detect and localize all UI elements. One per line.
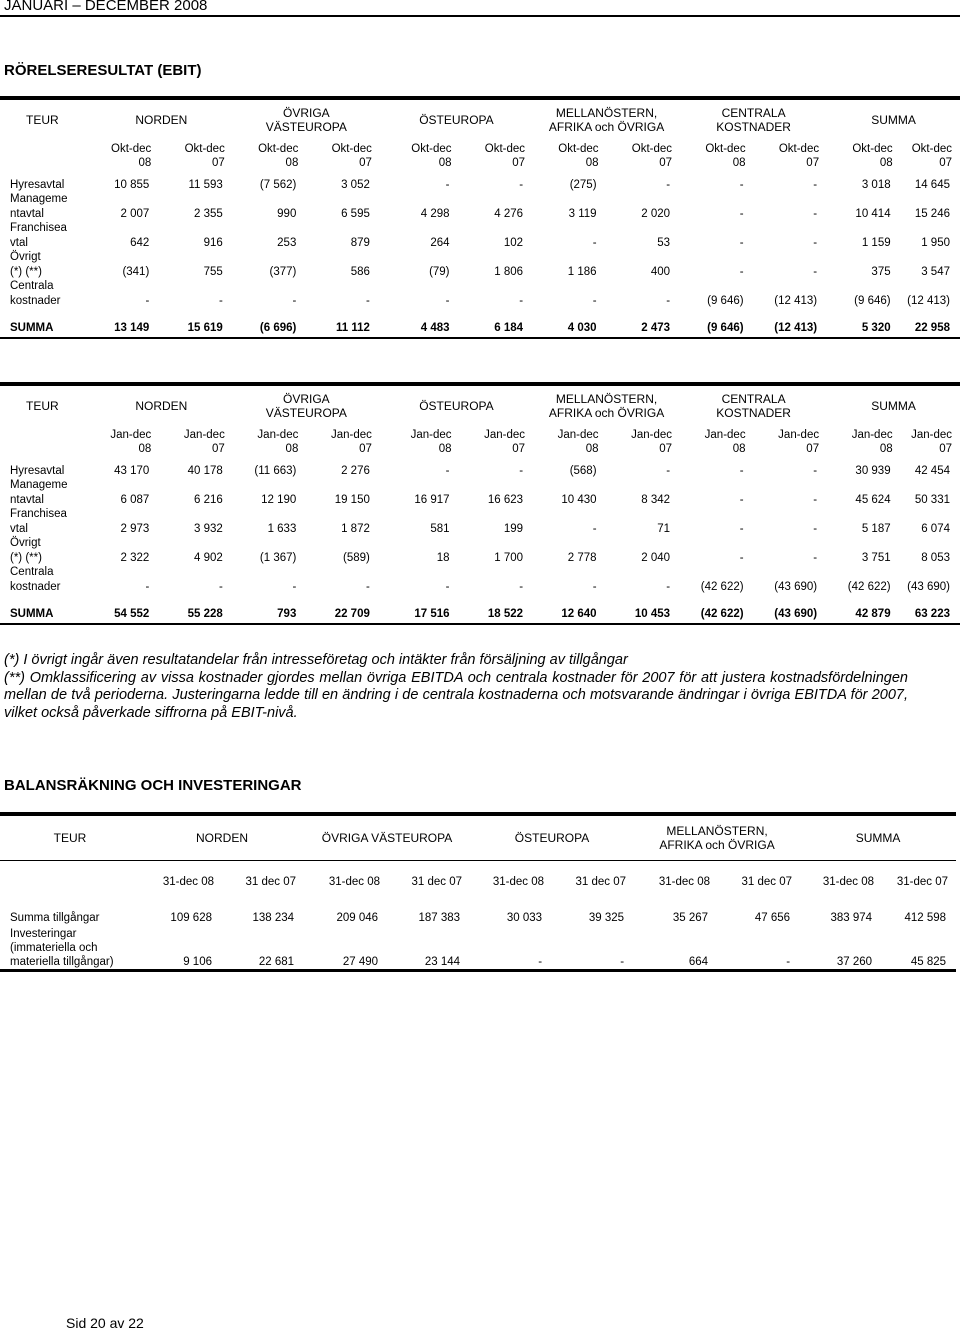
sum-value: 4 030 bbox=[533, 320, 607, 338]
sum-value: 2 473 bbox=[607, 320, 681, 338]
cell-value: 916 bbox=[203, 236, 223, 249]
col-group-header: ÖSTEUROPA bbox=[380, 98, 533, 140]
row-label: Summa tillgångar bbox=[10, 912, 100, 924]
cell-value: - bbox=[519, 580, 524, 593]
period-header: 31 dec 07 bbox=[741, 876, 793, 888]
cell-value: - bbox=[666, 464, 671, 477]
cell-value: 10 855 bbox=[114, 178, 150, 191]
cell-value: 2 973 bbox=[120, 522, 150, 535]
cell-value: - bbox=[813, 551, 818, 564]
cell-value: 2 322 bbox=[120, 551, 150, 564]
period-header: 31-dec 08 bbox=[492, 876, 545, 888]
cell-value: - bbox=[519, 294, 524, 307]
cell-value: - bbox=[666, 294, 671, 307]
cell-value: 23 144 bbox=[388, 925, 470, 971]
cell-value: 6 595 bbox=[341, 207, 370, 220]
cell-value: 375 bbox=[871, 265, 891, 278]
cell-value: 22 681 bbox=[222, 925, 304, 971]
cell-value: - bbox=[739, 493, 744, 506]
cell-value: 18 bbox=[436, 551, 450, 564]
period-header: 31-dec 08 bbox=[658, 876, 711, 888]
cell-value: 3 932 bbox=[194, 522, 223, 535]
cell-value: 2 276 bbox=[341, 464, 370, 477]
sum-value: (12 413) bbox=[754, 320, 828, 338]
cell-value: 1 950 bbox=[921, 236, 950, 249]
cell-value: (79) bbox=[429, 265, 450, 278]
row-label: Investeringar (immateriella och materiella tillgångar) bbox=[0, 925, 140, 971]
period-header: Jan-dec 08 bbox=[557, 429, 599, 455]
period-header: Okt-dec 08 bbox=[411, 143, 452, 169]
cell-value: 2 355 bbox=[194, 207, 223, 220]
period-header: Jan-dec 08 bbox=[851, 429, 893, 455]
cell-value: 102 bbox=[503, 236, 524, 249]
sum-value: 18 522 bbox=[460, 606, 534, 624]
cell-value: - bbox=[592, 294, 597, 307]
sum-value: 12 640 bbox=[533, 606, 607, 624]
table-row bbox=[0, 925, 956, 971]
cell-value: - bbox=[813, 178, 818, 191]
sum-row bbox=[0, 320, 960, 338]
cell-value: 8 342 bbox=[641, 493, 671, 506]
cell-value: (589) bbox=[343, 551, 370, 564]
sum-value: (6 696) bbox=[233, 320, 307, 338]
cell-value: 30 033 bbox=[506, 912, 543, 924]
cell-value: (7 562) bbox=[259, 178, 297, 191]
footnotes bbox=[4, 652, 908, 722]
sum-label: SUMMA bbox=[0, 320, 90, 338]
cell-value: - bbox=[666, 178, 671, 191]
sum-value: 5 320 bbox=[827, 320, 901, 338]
col-group-header: ÖVRIGA VÄSTEUROPA bbox=[233, 384, 380, 426]
col-group-header: SUMMA bbox=[827, 384, 960, 426]
cell-value: 264 bbox=[430, 236, 450, 249]
sum-value: 6 184 bbox=[460, 320, 534, 338]
period-header: Jan-dec 07 bbox=[183, 429, 225, 455]
sum-label: SUMMA bbox=[0, 606, 90, 624]
cell-value: (568) bbox=[569, 464, 597, 477]
cell-value: 6 087 bbox=[120, 493, 150, 506]
period-header: 31-dec 07 bbox=[896, 876, 949, 888]
cell-value: 412 598 bbox=[904, 912, 947, 924]
cell-value: 19 150 bbox=[334, 493, 370, 506]
cell-value: 1 700 bbox=[494, 551, 524, 564]
cell-value: - bbox=[218, 294, 223, 307]
col-group-header: ÖSTEUROPA bbox=[470, 814, 634, 861]
cell-value: 10 414 bbox=[855, 207, 891, 220]
cell-value: - bbox=[519, 464, 524, 477]
header-rule bbox=[0, 15, 960, 17]
period-header: 31 dec 07 bbox=[245, 876, 297, 888]
cell-value: 10 430 bbox=[561, 493, 597, 506]
cell-value: 16 623 bbox=[487, 493, 524, 506]
row-label: Övrigt (*) (**) bbox=[10, 537, 42, 564]
cell-value: - bbox=[445, 294, 450, 307]
col-group-header: MELLANÖSTERN, AFRIKA och ÖVRIGA bbox=[533, 98, 680, 140]
period-header: 31 dec 07 bbox=[575, 876, 627, 888]
period-header: Okt-dec 07 bbox=[484, 143, 526, 169]
row-label: Övrigt (*) (**) bbox=[10, 251, 42, 278]
footnote-1: (*) I övrigt ingår även resultatandelar från intresseföretag och intäkter från försäljning av tillgångar bbox=[4, 652, 628, 668]
cell-value: (42 622) bbox=[847, 580, 891, 593]
cell-value: - bbox=[813, 265, 818, 278]
cell-value: 990 bbox=[277, 207, 297, 220]
balance-table bbox=[0, 812, 956, 972]
period-header: Okt-dec 08 bbox=[558, 143, 599, 169]
table-row bbox=[0, 250, 960, 279]
cell-value: 383 974 bbox=[830, 912, 873, 924]
col-group-teur: TEUR bbox=[0, 384, 90, 426]
cell-value: - bbox=[218, 580, 223, 593]
row-label: Franchisea vtal bbox=[10, 222, 67, 249]
cell-value: 4 298 bbox=[420, 207, 450, 220]
period-header: Okt-dec 08 bbox=[111, 143, 152, 169]
cell-value: 9 106 bbox=[140, 925, 222, 971]
cell-value: - bbox=[292, 580, 297, 593]
sum-value: 13 149 bbox=[90, 320, 159, 338]
table-row bbox=[0, 507, 960, 536]
col-group-header: NORDEN bbox=[90, 384, 233, 426]
sum-value: 22 958 bbox=[901, 320, 960, 338]
table-row bbox=[0, 911, 956, 925]
cell-value: 50 331 bbox=[914, 493, 950, 506]
cell-value: 109 628 bbox=[170, 912, 212, 924]
period-header: Jan-dec 07 bbox=[631, 429, 673, 455]
col-group-teur: TEUR bbox=[0, 814, 140, 861]
cell-value: (42 622) bbox=[700, 580, 744, 593]
period-header: 31-dec 08 bbox=[328, 876, 381, 888]
col-group-header: ÖVRIGA VÄSTEUROPA bbox=[233, 98, 380, 140]
table-row bbox=[0, 478, 960, 507]
cell-value: (11 663) bbox=[254, 464, 297, 477]
cell-value: - bbox=[739, 464, 744, 477]
cell-value: 1 186 bbox=[567, 265, 597, 278]
cell-value: (12 413) bbox=[907, 294, 950, 307]
sum-value: (43 690) bbox=[754, 606, 828, 624]
cell-value: 2 007 bbox=[120, 207, 150, 220]
period-header: Jan-dec 07 bbox=[911, 429, 952, 455]
cell-value: 1 159 bbox=[861, 236, 891, 249]
sum-value: 22 709 bbox=[306, 606, 380, 624]
cell-value: - bbox=[145, 580, 150, 593]
cell-value: - bbox=[813, 236, 818, 249]
cell-value: 3 018 bbox=[861, 178, 891, 191]
cell-value: (275) bbox=[569, 178, 597, 191]
col-group-header: ÖSTEUROPA bbox=[380, 384, 533, 426]
cell-value: - bbox=[813, 522, 818, 535]
period-header: Okt-dec 07 bbox=[331, 143, 372, 169]
row-label: Manageme ntavtal bbox=[10, 479, 68, 506]
sum-value: 17 516 bbox=[380, 606, 460, 624]
cell-value: - bbox=[813, 493, 818, 506]
cell-value: 3 119 bbox=[568, 207, 597, 220]
period-header: 31-dec 08 bbox=[162, 876, 214, 888]
ebit-quarter-table bbox=[0, 96, 960, 339]
cell-value: 35 267 bbox=[672, 912, 709, 924]
cell-value: - bbox=[445, 580, 450, 593]
cell-value: 209 046 bbox=[336, 912, 379, 924]
cell-value: 16 917 bbox=[414, 493, 450, 506]
page-number: Sid 20 av 22 bbox=[66, 1315, 144, 1331]
table-row bbox=[0, 462, 960, 478]
period-header: Okt-dec 07 bbox=[631, 143, 673, 169]
cell-value: - bbox=[739, 265, 744, 278]
cell-value: 27 490 bbox=[304, 925, 388, 971]
cell-value: - bbox=[813, 464, 818, 477]
cell-value: - bbox=[366, 580, 370, 593]
cell-value: 879 bbox=[350, 236, 370, 249]
cell-value: 3 052 bbox=[341, 178, 370, 191]
period-header: Jan-dec 07 bbox=[484, 429, 526, 455]
cell-value: - bbox=[813, 207, 818, 220]
cell-value: - bbox=[592, 236, 597, 249]
cell-value: - bbox=[592, 580, 597, 593]
sum-value: (9 646) bbox=[680, 320, 754, 338]
col-group-header: CENTRALA KOSTNADER bbox=[680, 384, 827, 426]
cell-value: - bbox=[552, 925, 634, 971]
table-row bbox=[0, 221, 960, 250]
cell-value: 43 170 bbox=[114, 464, 150, 477]
sum-value: 10 453 bbox=[607, 606, 681, 624]
cell-value: 8 053 bbox=[921, 551, 950, 564]
sum-value: 15 619 bbox=[159, 320, 233, 338]
period-spacer bbox=[0, 140, 90, 176]
cell-value: (341) bbox=[122, 265, 150, 278]
period-header: 31-dec 08 bbox=[822, 876, 875, 888]
col-group-header: NORDEN bbox=[140, 814, 304, 861]
cell-value: 138 234 bbox=[252, 912, 295, 924]
cell-value: 6 074 bbox=[921, 522, 950, 535]
cell-value: 40 178 bbox=[187, 464, 223, 477]
cell-value: 1 872 bbox=[341, 522, 370, 535]
cell-value: (43 690) bbox=[907, 580, 950, 593]
period-header: Okt-dec 08 bbox=[258, 143, 299, 169]
cell-value: (377) bbox=[269, 265, 297, 278]
period-header: Jan-dec 08 bbox=[110, 429, 152, 455]
cell-value: 664 bbox=[634, 925, 718, 971]
cell-value: (12 413) bbox=[774, 294, 818, 307]
col-group-header: MELLANÖSTERN, AFRIKA och ÖVRIGA bbox=[634, 814, 800, 861]
table-row bbox=[0, 176, 960, 192]
sum-row bbox=[0, 606, 960, 624]
period-header: Okt-dec 07 bbox=[778, 143, 820, 169]
cell-value: - bbox=[739, 522, 744, 535]
cell-value: 199 bbox=[503, 522, 524, 535]
cell-value: 37 260 bbox=[800, 925, 882, 971]
cell-value: 45 624 bbox=[855, 493, 891, 506]
sum-value: 4 483 bbox=[380, 320, 460, 338]
sum-value: 793 bbox=[233, 606, 307, 624]
col-group-header: SUMMA bbox=[827, 98, 960, 140]
row-label: Hyresavtal bbox=[10, 464, 65, 477]
cell-value: 400 bbox=[650, 265, 671, 278]
col-group-header: ÖVRIGA VÄSTEUROPA bbox=[304, 814, 470, 861]
cell-value: (1 367) bbox=[259, 551, 297, 564]
sum-value: (42 622) bbox=[680, 606, 754, 624]
cell-value: 42 454 bbox=[914, 464, 950, 477]
cell-value: - bbox=[145, 294, 150, 307]
col-group-teur: TEUR bbox=[0, 98, 90, 140]
footnote-2: (**) Omklassificering av vissa kostnader gjordes mellan övriga EBITDA och centrala kostnader för 2007 för att justera kostnadsfördelningen mellan de två perioderna. Justeringarna ledde till en ändring i de centrala kostnaderna och motsvarande ändringar i övriga EBITDA för 2007, vilket också påverkade siffrorna på EBIT-nivå. bbox=[4, 669, 908, 721]
cell-value: 15 246 bbox=[914, 207, 950, 220]
cell-value: 642 bbox=[130, 236, 150, 249]
cell-value: 3 751 bbox=[861, 551, 891, 564]
cell-value: (43 690) bbox=[774, 580, 818, 593]
cell-value: 586 bbox=[350, 265, 370, 278]
sum-value: 63 223 bbox=[901, 606, 960, 624]
period-header: Jan-dec 08 bbox=[704, 429, 746, 455]
table-row bbox=[0, 536, 960, 565]
cell-value: 71 bbox=[657, 522, 671, 535]
cell-value: 581 bbox=[430, 522, 450, 535]
header-title: JANUARI – DECEMBER 2008 bbox=[4, 0, 208, 14]
cell-value: - bbox=[739, 207, 744, 220]
period-header: Jan-dec 07 bbox=[778, 429, 820, 455]
cell-value: 45 825 bbox=[882, 925, 956, 971]
period-header: Okt-dec 08 bbox=[705, 143, 746, 169]
cell-value: 1 633 bbox=[267, 522, 297, 535]
cell-value: (9 646) bbox=[854, 294, 891, 307]
cell-value: 187 383 bbox=[418, 912, 461, 924]
cell-value: - bbox=[470, 925, 552, 971]
page-header bbox=[0, 0, 960, 16]
period-header: Okt-dec 07 bbox=[911, 143, 952, 169]
cell-value: 253 bbox=[277, 236, 297, 249]
period-header: Jan-dec 08 bbox=[257, 429, 299, 455]
period-header: Jan-dec 08 bbox=[410, 429, 452, 455]
row-label: Centrala kostnader bbox=[10, 280, 61, 307]
cell-value: - bbox=[366, 294, 370, 307]
cell-value: 1 806 bbox=[494, 265, 524, 278]
cell-value: 6 216 bbox=[194, 493, 223, 506]
period-header: Okt-dec 08 bbox=[852, 143, 893, 169]
cell-value: 2 778 bbox=[567, 551, 597, 564]
cell-value: 4 276 bbox=[494, 207, 524, 220]
ebit-section-title: RÖRELSERESULTAT (EBIT) bbox=[4, 62, 202, 79]
row-label: Hyresavtal bbox=[10, 178, 65, 191]
cell-value: 11 593 bbox=[188, 178, 223, 191]
cell-value: 2 040 bbox=[641, 551, 671, 564]
cell-value: (9 646) bbox=[707, 294, 744, 307]
cell-value: 4 902 bbox=[194, 551, 223, 564]
sum-value: 54 552 bbox=[90, 606, 159, 624]
cell-value: - bbox=[292, 294, 297, 307]
period-header: Okt-dec 07 bbox=[184, 143, 225, 169]
ebit-year-table bbox=[0, 382, 960, 625]
period-spacer bbox=[0, 871, 140, 893]
row-label: Franchisea vtal bbox=[10, 508, 67, 535]
table-row bbox=[0, 279, 960, 308]
col-group-header: CENTRALA KOSTNADER bbox=[680, 98, 827, 140]
table-row bbox=[0, 565, 960, 594]
cell-value: - bbox=[739, 178, 744, 191]
col-group-header: SUMMA bbox=[800, 814, 956, 861]
cell-value: 3 547 bbox=[921, 265, 950, 278]
sum-value: 11 112 bbox=[306, 320, 380, 338]
cell-value: 14 645 bbox=[914, 178, 950, 191]
cell-value: 47 656 bbox=[754, 912, 791, 924]
sum-value: 55 228 bbox=[159, 606, 233, 624]
row-label: Centrala kostnader bbox=[10, 566, 61, 593]
col-group-header: MELLANÖSTERN, AFRIKA och ÖVRIGA bbox=[533, 384, 680, 426]
balance-section-title: BALANSRÄKNING OCH INVESTERINGAR bbox=[4, 777, 302, 794]
cell-value: - bbox=[519, 178, 524, 191]
col-group-header: NORDEN bbox=[90, 98, 233, 140]
cell-value: 2 020 bbox=[641, 207, 671, 220]
cell-value: - bbox=[739, 236, 744, 249]
cell-value: - bbox=[445, 464, 450, 477]
table-row bbox=[0, 192, 960, 221]
row-label: Manageme ntavtal bbox=[10, 193, 68, 220]
cell-value: - bbox=[445, 178, 450, 191]
period-header: 31 dec 07 bbox=[411, 876, 463, 888]
cell-value: 53 bbox=[657, 236, 671, 249]
cell-value: 12 190 bbox=[261, 493, 297, 506]
cell-value: - bbox=[739, 551, 744, 564]
cell-value: - bbox=[666, 580, 671, 593]
cell-value: 755 bbox=[203, 265, 223, 278]
cell-value: 30 939 bbox=[855, 464, 891, 477]
period-spacer bbox=[0, 426, 90, 462]
cell-value: 39 325 bbox=[588, 912, 625, 924]
sum-value: 42 879 bbox=[827, 606, 901, 624]
cell-value: - bbox=[718, 925, 800, 971]
cell-value: - bbox=[592, 522, 597, 535]
cell-value: 5 187 bbox=[861, 522, 891, 535]
period-header: Jan-dec 07 bbox=[330, 429, 372, 455]
